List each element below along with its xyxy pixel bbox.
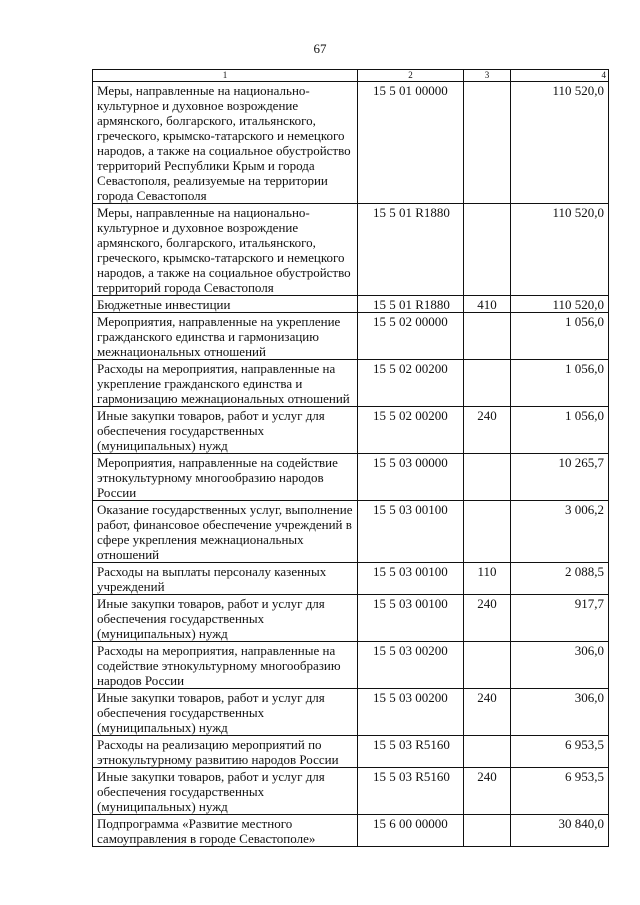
row-sum-cell: 1 056,0	[511, 360, 609, 407]
table-row	[93, 642, 609, 689]
column-header-name: 1	[93, 70, 358, 82]
column-header-sum: 4	[511, 70, 609, 82]
table-row	[93, 689, 609, 736]
row-name-cell: Меры, направленные на национально-культурное и духовное возрождение армянского, болгарского, итальянского, греческого, крымско-татарского и немецкого народов, а также на социальное обустройство территорий Республики Крым и города Севастополя, реализуемые на территории города Севастополя	[93, 82, 358, 204]
row-sum-cell: 6 953,5	[511, 768, 609, 815]
table-row	[93, 313, 609, 360]
table-row	[93, 595, 609, 642]
row-name-cell: Расходы на мероприятия, направленные на укрепление гражданского единства и гармонизацию межнациональных отношений	[93, 360, 358, 407]
row-name-cell: Бюджетные инвестиции	[93, 296, 358, 313]
row-sum-cell: 30 840,0	[511, 815, 609, 847]
row-name-cell: Подпрограмма «Развитие местного самоуправления в городе Севастополе»	[93, 815, 358, 847]
row-code-cell: 15 5 03 00000	[358, 454, 464, 501]
row-expense-type-cell: 240	[464, 768, 511, 815]
page-number: 67	[313, 41, 327, 56]
row-expense-type-cell	[464, 454, 511, 501]
table-header-row	[93, 70, 609, 82]
table-row	[93, 360, 609, 407]
row-expense-type-cell	[464, 82, 511, 204]
table-row	[93, 501, 609, 563]
row-expense-type-cell: 410	[464, 296, 511, 313]
row-expense-type-cell: 240	[464, 689, 511, 736]
row-name-cell: Иные закупки товаров, работ и услуг для обеспечения государственных (муниципальных) нужд	[93, 595, 358, 642]
row-expense-type-cell	[464, 642, 511, 689]
row-name-cell: Расходы на мероприятия, направленные на содействие этнокультурному многообразию народов России	[93, 642, 358, 689]
row-expense-type-cell	[464, 815, 511, 847]
row-sum-cell: 917,7	[511, 595, 609, 642]
row-sum-cell: 110 520,0	[511, 82, 609, 204]
table-row	[93, 768, 609, 815]
row-expense-type-cell	[464, 204, 511, 296]
row-expense-type-cell: 240	[464, 595, 511, 642]
column-header-code: 2	[358, 70, 464, 82]
row-sum-cell: 1 056,0	[511, 407, 609, 454]
table-row	[93, 736, 609, 768]
row-name-cell: Мероприятия, направленные на содействие этнокультурному многообразию народов России	[93, 454, 358, 501]
row-code-cell: 15 5 03 00100	[358, 501, 464, 563]
row-code-cell: 15 5 03 00100	[358, 563, 464, 595]
row-code-cell: 15 5 01 R1880	[358, 296, 464, 313]
row-name-cell: Мероприятия, направленные на укрепление гражданского единства и гармонизацию межнациональных отношений	[93, 313, 358, 360]
row-code-cell: 15 5 01 R1880	[358, 204, 464, 296]
table-row	[93, 82, 609, 204]
table-row	[93, 407, 609, 454]
table-row	[93, 563, 609, 595]
row-expense-type-cell	[464, 501, 511, 563]
row-expense-type-cell: 110	[464, 563, 511, 595]
row-name-cell: Иные закупки товаров, работ и услуг для обеспечения государственных (муниципальных) нужд	[93, 768, 358, 815]
row-expense-type-cell: 240	[464, 407, 511, 454]
row-name-cell: Расходы на реализацию мероприятий по этнокультурному развитию народов России	[93, 736, 358, 768]
row-name-cell: Меры, направленные на национально-культурное и духовное возрождение армянского, болгарского, итальянского, греческого, крымско-татарского и немецкого народов, а также на социальное обустройство территорий города Севастополя	[93, 204, 358, 296]
row-code-cell: 15 5 02 00200	[358, 360, 464, 407]
column-header-expense-type: 3	[464, 70, 511, 82]
row-name-cell: Иные закупки товаров, работ и услуг для обеспечения государственных (муниципальных) нужд	[93, 407, 358, 454]
row-code-cell: 15 5 03 R5160	[358, 736, 464, 768]
row-code-cell: 15 6 00 00000	[358, 815, 464, 847]
row-code-cell: 15 5 03 00200	[358, 689, 464, 736]
row-code-cell: 15 5 01 00000	[358, 82, 464, 204]
row-code-cell: 15 5 03 00100	[358, 595, 464, 642]
budget-table	[92, 69, 609, 847]
row-sum-cell: 3 006,2	[511, 501, 609, 563]
row-name-cell: Расходы на выплаты персоналу казенных учреждений	[93, 563, 358, 595]
row-expense-type-cell	[464, 313, 511, 360]
row-sum-cell: 10 265,7	[511, 454, 609, 501]
row-sum-cell: 2 088,5	[511, 563, 609, 595]
row-code-cell: 15 5 03 R5160	[358, 768, 464, 815]
row-expense-type-cell	[464, 736, 511, 768]
row-sum-cell: 1 056,0	[511, 313, 609, 360]
row-sum-cell: 110 520,0	[511, 204, 609, 296]
row-sum-cell: 306,0	[511, 689, 609, 736]
row-expense-type-cell	[464, 360, 511, 407]
row-name-cell: Оказание государственных услуг, выполнение работ, финансовое обеспечение учреждений в сфере укрепления межнациональных отношений	[93, 501, 358, 563]
row-name-cell: Иные закупки товаров, работ и услуг для обеспечения государственных (муниципальных) нужд	[93, 689, 358, 736]
table-row	[93, 454, 609, 501]
row-sum-cell: 110 520,0	[511, 296, 609, 313]
row-code-cell: 15 5 02 00000	[358, 313, 464, 360]
table-row	[93, 296, 609, 313]
table-row	[93, 815, 609, 847]
row-sum-cell: 306,0	[511, 642, 609, 689]
row-code-cell: 15 5 02 00200	[358, 407, 464, 454]
row-sum-cell: 6 953,5	[511, 736, 609, 768]
table-row	[93, 204, 609, 296]
row-code-cell: 15 5 03 00200	[358, 642, 464, 689]
